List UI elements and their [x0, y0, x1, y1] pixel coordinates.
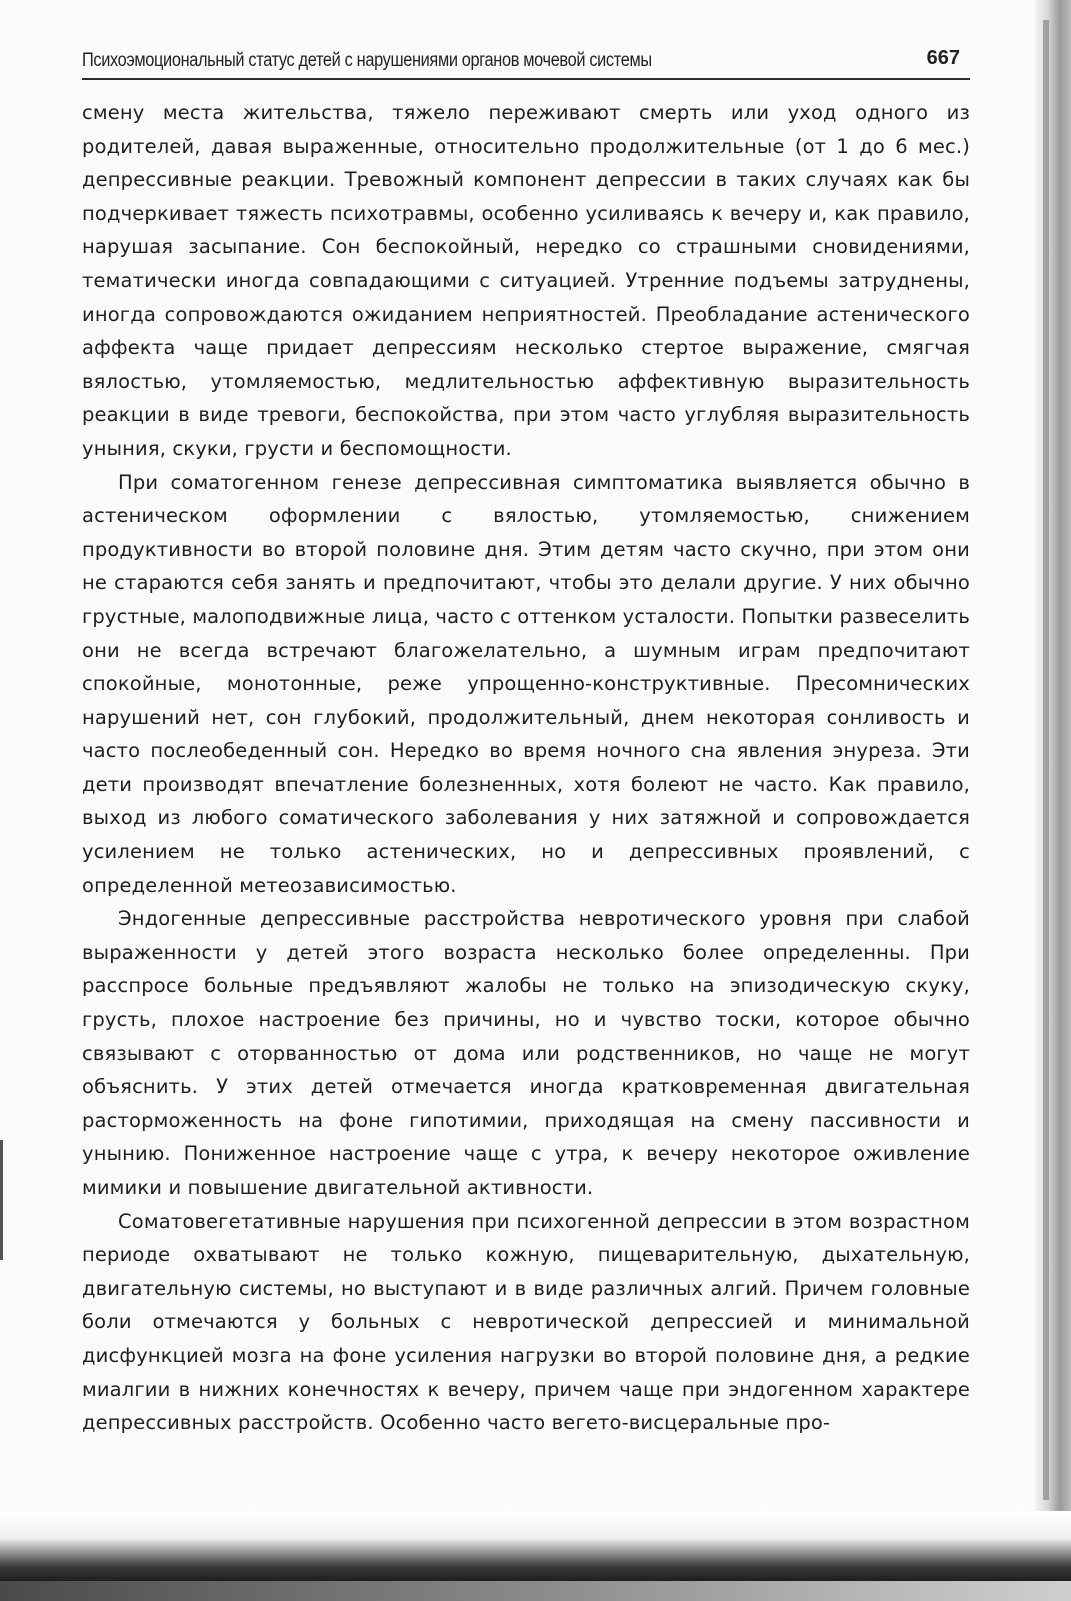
- scan-left-edge-mark: [0, 1140, 3, 1260]
- scan-right-edge-line: [1043, 20, 1049, 1500]
- body-text: [82, 96, 970, 1440]
- running-header: [82, 42, 970, 80]
- page-number: 667: [926, 47, 960, 69]
- running-header-title: Психоэмоциональный статус детей с нарушениями органов мочевой системы: [82, 50, 652, 71]
- scan-right-edge-shadow: [1035, 0, 1071, 1601]
- paragraph: Соматовегетативные нарушения при психогенной депрессии в этом возрастном периоде охватывают не только кожную, пищеварительную, дыхательную, двигательную системы, но выступают и в виде различных алгий. Причем головные боли отмечаются у больных с невротической депрессией и минимальной дисфункцией мозга на фоне усиления нагрузки во второй половине дня, а редкие миалгии в нижних конечностях к вечеру, причем чаще при эндогенном характере депрессивных расстройств. Особенно часто вегето-висцеральные про-: [82, 1209, 970, 1435]
- paragraph: При соматогенном генезе депрессивная симптоматика выявляется обычно в астеническом оформлении с вялостью, утомляемостью, снижением продуктивности во второй половине дня. Этим детям часто скучно, при этом они не стараются себя занять и предпочитают, чтобы это делали другие. У них обычно грустные, малоподвижные лица, часто с оттенком усталости. Попытки развеселить они не всегда встречают благожелательно, а шумным играм предпочитают спокойные, монотонные, реже упрощенно-конструктивные. Пресомнических нарушений нет, сон глубокий, продолжительный, днем некоторая сонливость и часто послеобеденный сон. Нередко во время ночного сна явления энуреза. Эти дети производят впечатление болезненных, хотя болеют не часто. Как правило, выход из любого соматического заболевания у них затяжной и сопровождается усилением не только астенических, но и депрессивных проявлений, с определенной метеозависимостью.: [82, 470, 970, 897]
- paragraph-continued: смену места жительства, тяжело переживают смерть или уход одного из родителей, давая выраженные, относительно продолжительные (от 1 до 6 мес.) депрессивные реакции. Тревожный компонент депрессии в таких случаях как бы подчеркивает тяжесть психотравмы, особенно усиливаясь к вечеру и, как правило, нарушая засыпание. Сон беспокойный, нередко со страшными сновидениями, тематически иногда совпадающими с ситуацией. Утренние подъемы затруднены, иногда сопровождаются ожиданием неприятностей. Преобладание астенического аффекта чаще придает депрессиям несколько стертое выражение, смягчая вялостью, утомляемостью, медлительностью аффективную выразительность реакции в виде тревоги, беспокойства, при этом часто углубляя выразительность уныния, скуки, грусти и беспомощности.: [82, 101, 970, 460]
- scan-bottom-edge-strip: [0, 1581, 1071, 1601]
- paragraph: Эндогенные депрессивные расстройства невротического уровня при слабой выраженности у детей этого возраста несколько более определенны. При расспросе больные предъявляют жалобы не только на эпизодическую скуку, грусть, плохое настроение без причины, но и чувство тоски, которое обычно связывают с оторванностью от дома или родственников, но чаще не могут объяснить. У этих детей отмечается иногда кратковременная двигательная расторможенность на фоне гипотимии, приходящая на смену пассивности и унынию. Пониженное настроение чаще с утра, к вечеру некоторое оживление мимики и повышение двигательной активности.: [82, 907, 970, 1199]
